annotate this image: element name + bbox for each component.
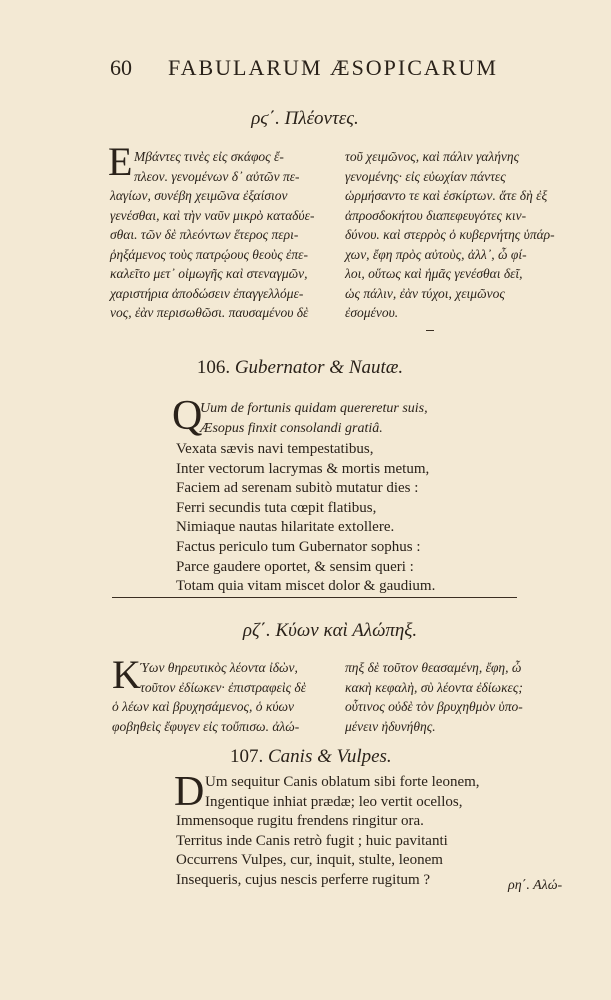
greek-line: τοῦ χειμῶνος, καὶ πάλιν γαλήνης: [345, 149, 520, 164]
greek-line: οὗτινος οὐδὲ τὸν βρυχηθμὸν ὑπο-: [345, 699, 523, 714]
latin-line: Insequeris, cujus nescis perferre rugitum ?: [176, 871, 431, 888]
greek-line: χων, ἔφη πρὸς αὐτοὺς, ἀλλ᾽, ὦ φί-: [345, 246, 527, 262]
greek-text-left: [140, 658, 340, 697]
catchword: ρη΄. Αλώ-: [508, 878, 563, 893]
greek-text-right: [345, 658, 525, 736]
latin-line: Ingentique inhiat prædæ; leo vertit ocellos,: [205, 793, 463, 810]
greek-line: λαγίων, συνέβη χειμῶνα ἐξαίσιον: [110, 188, 288, 203]
latin-intro: [200, 399, 428, 438]
greek-line: ὡς πάλιν, ἐὰν τύχοι, χειμῶνος: [345, 285, 505, 301]
greek-dropcap: K: [112, 652, 141, 697]
page-number: 60: [110, 55, 132, 80]
greek-line: ὁ λέων καὶ βρυχησάμενος, ὁ κύων: [112, 699, 295, 714]
latin-line: Occurrens Vulpes, cur, inquit, stulte, leonem: [176, 852, 443, 869]
latin-verse-first: [205, 773, 480, 812]
greek-fable-title: ρϛ΄. Πλέοντες.: [251, 108, 359, 129]
greek-text-left: [134, 147, 334, 186]
greek-line: μένειν ἠδυνήθης.: [345, 718, 436, 734]
latin-dropcap: Q: [172, 393, 203, 439]
latin-line: Immensoque rugitu frendens ringitur ora.: [176, 813, 424, 829]
running-head: [110, 55, 530, 85]
short-dash: [426, 330, 434, 331]
fable-name: Canis & Vulpes.: [268, 746, 392, 767]
greek-line: γενέσθαι, καὶ τὴν ναῦν μικρὸ καταδύε-: [110, 207, 315, 223]
latin-fable-title: [150, 357, 450, 379]
greek-line: φοβηθεὶς ἔφυγεν εἰς τοὔπισω. ἀλώ-: [112, 718, 300, 734]
greek-line: ὡρμήσαντο τε καὶ ἐσκίρτων. ἅτε δὴ ἐξ: [345, 188, 548, 203]
latin-line: Um sequitur Canis oblatum sibi forte leonem,: [205, 774, 480, 790]
greek-text-right: [345, 147, 555, 323]
greek-line: νος, ἐὰν περισωθῶσι. παυσαμένου δὲ: [110, 305, 309, 320]
latin-dropcap: D: [174, 769, 205, 815]
greek-line: πηξ δὲ τοῦτον θεασαμένη, ἔφη, ὦ: [345, 660, 522, 675]
latin-line: Inter vectorum lacrymas & mortis metum,: [176, 460, 430, 477]
latin-line: Æsopus finxit consolandi gratiâ.: [200, 420, 383, 436]
greek-line: τοῦτον ἐδίωκεν· ἐπιστραφεὶς δὲ: [140, 679, 307, 695]
greek-text-left-cont: [112, 697, 340, 736]
greek-line: λοι, οὕτως καὶ ἡμᾶς γενέσθαι δεῖ,: [345, 266, 523, 281]
latin-line: Nimiaque nautas hilaritate extollere.: [176, 519, 395, 536]
fable-number: 107.: [230, 746, 264, 767]
greek-line: Ύων θηρευτικὸς λέοντα ἰδὼν,: [140, 660, 298, 675]
latin-line: Uum de fortunis quidam quereretur suis,: [200, 401, 428, 416]
greek-fable-title: ρζ΄. Κύων καὶ Αλώπηξ.: [242, 620, 418, 641]
greek-line: καλεῖτο μετ᾽ οἰμωγῆς καὶ στεναγμῶν,: [110, 266, 308, 281]
greek-line: γενομένης· εἰς εὐωχίαν πάντες: [345, 168, 506, 184]
latin-line: Faciem ad serenam subitò mutatur dies :: [176, 480, 419, 497]
greek-line: δύνου. καὶ στερρὸς ὁ κυβερνήτης ὑπάρ-: [345, 227, 555, 242]
running-title: FABULARUM ÆSOPICARUM: [168, 55, 498, 80]
greek-dropcap: E: [108, 139, 133, 184]
latin-fable-title: [230, 746, 450, 768]
greek-line: πλεον. γενομένων δ᾽ αὐτῶν πε-: [134, 168, 300, 184]
greek-line: ἐσομένου.: [345, 305, 399, 320]
fable-name: Gubernator & Nautæ.: [234, 357, 404, 378]
greek-line: σθαι. τῶν δὲ πλεόντων ἕτερος περι-: [110, 227, 299, 242]
latin-verse: [176, 440, 435, 597]
greek-line: χαριστήρια ἀποδώσειν ἐπαγγελλόμε-: [110, 285, 304, 301]
latin-verse: [176, 812, 448, 890]
greek-line: ἀπροσδοκήτου διαπεφευγότες κιν-: [345, 207, 527, 223]
greek-line: κακὴ κεφαλὴ, σὺ λέοντα ἐδίωκες;: [345, 679, 523, 695]
latin-line: Territus inde Canis retrò fugit ; huic pavitanti: [176, 832, 448, 849]
greek-line: ῥηξάμενος τοὺς πατρῴους θεοὺς ἐπε-: [110, 246, 308, 262]
latin-line: Factus periculo tum Gubernator sophus :: [176, 538, 421, 555]
latin-line: Ferri secundis tuta cœpit flatibus,: [176, 499, 377, 516]
fable-number: 106.: [196, 357, 231, 378]
latin-line: Parce gaudere oportet, & sensim queri :: [176, 558, 414, 575]
greek-line: Μβάντες τινὲς εἰς σκάφος ἔ-: [134, 149, 284, 164]
latin-line: Totam quia vitam miscet dolor & gaudium.: [176, 578, 436, 595]
latin-line: Vexata sævis navi tempestatibus,: [176, 441, 374, 457]
greek-text-left-cont: [110, 186, 336, 323]
section-rule: [112, 597, 517, 598]
